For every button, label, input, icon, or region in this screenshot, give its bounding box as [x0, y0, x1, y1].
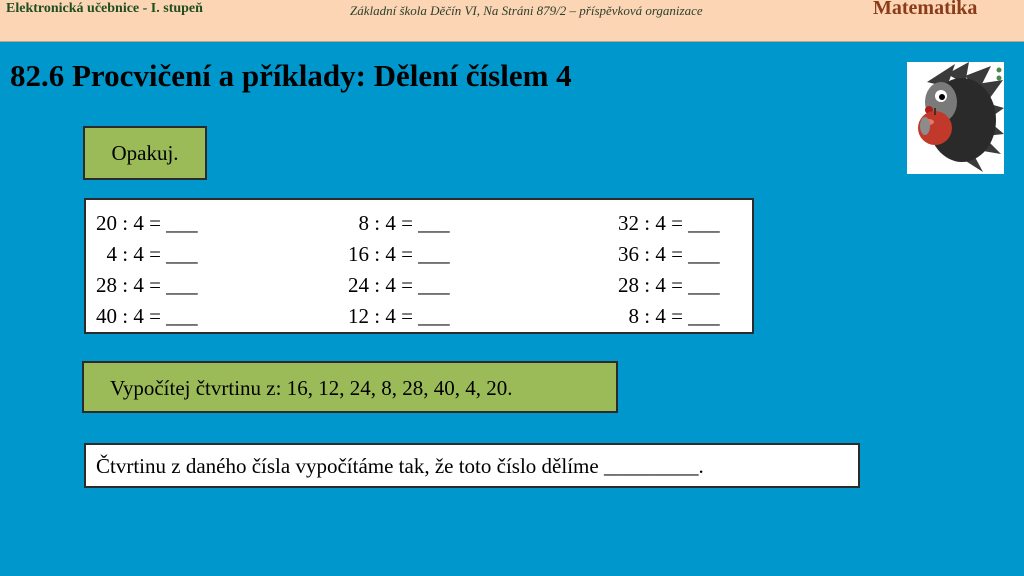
hedgehog-icon — [907, 62, 1004, 174]
exercise-column-2 — [348, 208, 450, 332]
header-bar — [0, 0, 1024, 42]
exercise-column-3 — [618, 208, 720, 332]
exercise-item: 32 : 4 = ___ — [618, 211, 720, 235]
exercise-item: 4 : 4 = ___ — [96, 242, 198, 266]
header-textbook-title: Elektronická učebnice - I. stupeň — [6, 1, 203, 16]
fill-in-sentence: Čtvrtinu z daného čísla vypočítáme tak, že toto číslo dělíme _________. — [84, 443, 860, 488]
exercise-item: 28 : 4 = ___ — [618, 273, 720, 297]
exercise-column-1 — [96, 208, 198, 332]
exercise-item: 12 : 4 = ___ — [348, 304, 450, 328]
quarter-task: Vypočítej čtvrtinu z: 16, 12, 24, 8, 28, 40, 4, 20. — [82, 361, 618, 413]
exercise-item: 16 : 4 = ___ — [348, 242, 450, 266]
header-school-name: Základní škola Děčín VI, Na Stráni 879/2 – příspěvková organizace — [350, 3, 703, 18]
page-title: 82.6 Procvičení a příklady: Dělení číslem 4 — [10, 58, 572, 93]
exercise-item: 20 : 4 = ___ — [96, 211, 198, 235]
exercise-item: 8 : 4 = ___ — [618, 304, 720, 328]
exercise-item: 24 : 4 = ___ — [348, 273, 450, 297]
division-exercises — [84, 198, 754, 334]
exercise-item: 28 : 4 = ___ — [96, 273, 198, 297]
exercise-item: 40 : 4 = ___ — [96, 304, 198, 328]
opakuj-label: Opakuj. — [83, 126, 207, 180]
exercise-item: 8 : 4 = ___ — [348, 211, 450, 235]
exercise-item: 36 : 4 = ___ — [618, 242, 720, 266]
header-subject: Matematika — [873, 0, 978, 19]
